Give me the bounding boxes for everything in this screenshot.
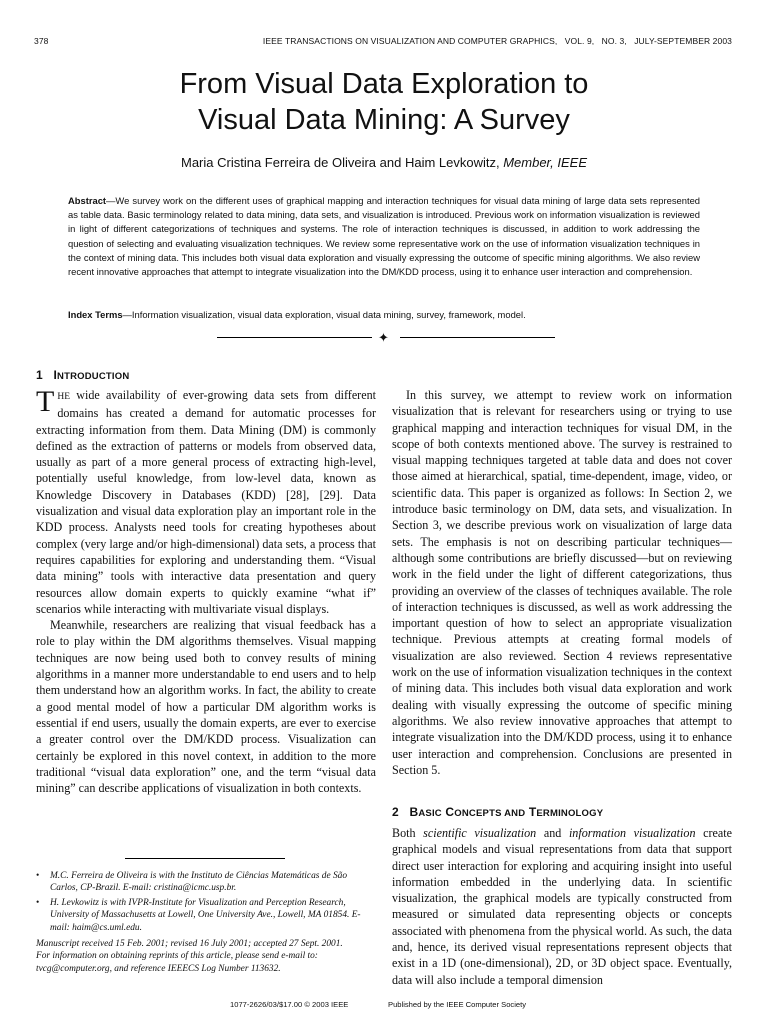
footnote-affiliation-2 (36, 897, 376, 934)
section-1-heading (36, 368, 129, 382)
section-2-and: and (536, 826, 569, 840)
author-names: Maria Cristina Ferreira de Oliveira and Haim Levkowitz, (180, 155, 504, 170)
footnote-affiliation-1 (36, 870, 376, 895)
divider-diamond-icon: ✦ (378, 330, 389, 345)
left-column-text (36, 387, 376, 796)
right-column-text (392, 387, 732, 778)
footnotes (36, 870, 376, 975)
section-1-title-rest: NTRODUCTION (57, 371, 130, 382)
drop-cap: T (36, 385, 55, 418)
publisher-footer: Published by the IEEE Computer Society (388, 1000, 527, 1009)
footnote-rule (125, 858, 285, 859)
copyright-footer: 1077-2626/03/$17.00 © 2003 IEEE (230, 1000, 349, 1009)
section-2-heading (392, 805, 603, 819)
intro-paragraph-2: Meanwhile, researchers are realizing that visual feedback has a role to play within the DM algorithms themselves. Visual mapping techniques are now being used both to convey results of mining algorithms in a manner more understandable to end users and to help them understand how an algorithm works. In fact, the ability to create a good mental model of how a particular DM algorithm works is essential if end users, usually the domain experts, are ever to exercise a greater control over the DM/KDD process. Visualization can certainly be explored in this novel context, in addition to the more traditional “visual data exploration” one, and the term “visual data mining” can describe applications of visualization in both contexts. (36, 618, 376, 796)
section-divider (217, 330, 555, 347)
section-1-title-initial: I (53, 368, 58, 382)
section-2-start: Both (392, 826, 424, 840)
section-2-initial-3: T (528, 805, 537, 819)
intro-paragraph-1-text: wide availability of ever-growing data sets from different domains has created a demand for automatic processes for extracting information from them. Data Mining (DM) is commonly defined as the extraction of patterns or models from observed data, usually as part of a more general process of extracting high-level, potentially useful knowledge, from low-level data, known as Knowledge Discovery in Databases (KDD) [28], [29]. Data visualization and visual data exploration play an important role in the KDD process. Analysts need tools for creating hypotheses about complex (very large and/or high-dimensional) data sets, a process that requires capabilities for exploring and understanding them. “Visual data mining” tools with interactive data presentation and query resources allow domain experts to quickly examine “what if” scenarios while interacting with multivariate visual displays. (36, 388, 376, 616)
abstract (68, 194, 700, 279)
page-number: 378 (34, 36, 49, 46)
manuscript-dates: Manuscript received 15 Feb. 2001; revised 16 July 2001; accepted 27 Sept. 2001. (36, 939, 343, 950)
index-terms-label: Index Terms (68, 309, 123, 320)
journal-header: IEEE TRANSACTIONS ON VISUALIZATION AND COMPUTER GRAPHICS, VOL. 9, NO. 3, JULY-SEPTEMBER 2003 (262, 36, 732, 46)
paper-title (0, 66, 768, 138)
abstract-label: Abstract (68, 195, 107, 206)
section-2-rest: create graphical models and visual representations from data that support direct user interaction for exploring and acquiring insight into useful information embedded in the underlying data. In scientific visualization, the graphical models are typically constructed from measured or simulated data representing objects or concepts associated with phenomena from the physical world. As such, the data and, hence, its derived visual representations represent objects that exist in a 1D (one-dimensional), 2D, or 3D object space. Eventually, data will also include a temporal dimension (392, 826, 732, 987)
index-terms (68, 308, 700, 322)
index-terms-text: —Information visualization, visual data exploration, visual data mining, survey, framework, model. (122, 309, 526, 320)
bullet-icon: • (36, 897, 40, 908)
section-2-initial-2: C (445, 805, 455, 819)
title-line-1: From Visual Data Exploration to (179, 68, 589, 100)
term-scientific-visualization: scientific visualization (423, 826, 537, 840)
section-2-word-2: ONCEPTS AND (454, 808, 526, 819)
footnote-affiliation-2-text: H. Levkowitz is with IVPR-Institute for Visualization and Perception Research, University of Massachusetts at Lowell, One University Ave., Lowell, MA 01854. E-mail: haim@cs.uml.edu. (50, 897, 361, 933)
section-2-initial-1: B (409, 805, 419, 819)
section-2-word-3: ERMINOLOGY (536, 808, 604, 819)
footnote-affiliation-1-text: M.C. Ferreira de Oliveira is with the Instituto de Ciências Matemáticas de São Carlos, CP-Brazil. E-mail: cristina@icmc.usp.br. (50, 871, 348, 894)
author-line (0, 155, 768, 170)
bullet-icon: • (36, 871, 40, 881)
title-line-2: Visual Data Mining: A Survey (198, 104, 570, 136)
section-2-text (392, 825, 732, 988)
intro-paragraph-3: In this survey, we attempt to review work on information visualization that is relevant for researchers using or trying to use graphical mapping and interaction techniques for visual DM, in the scope of both contexts mentioned above. The survey is restrained to visual mapping techniques targeted at table data and does not cover those aimed at hierarchical, spatial, time-dependent, image, video, or scientific data. This paper is organized as follows: In Section 2, we introduce basic terminology on DM, data sets, and visualization. In Section 3, we describe previous work on visualization of large data sets. The emphasis is not on describing particular techniques—although some contributions are briefly discussed—but on reviewing work in the field under the light of different categorizations, thus providing an overview of the classes of techniques available. The role of interaction techniques is discussed, as well as work addressing the important question of how to select an appropriate visualization technique. Previous attempts at creating formal models of visualization are also reviewed. Section 4 reviews representative work on the use of information visualization techniques in the context of mining data. This includes both visual data exploration and work dealing with visually expressing the outcome of specific mining algorithms. We also review innovative approaches that attempt to integrate visualization into the DM/KDD process, using it to enhance user interaction and comprehension. Conclusions are presented in Section 5. (392, 388, 732, 777)
reprint-info: For information on obtaining reprints of this article, please send e-mail to: tvcg@computer.org, and reference IEEECS Log Number 113632. (36, 951, 318, 974)
section-2-paragraph-1 (392, 825, 732, 988)
section-2-number: 2 (392, 805, 399, 819)
term-information-visualization: information visualization (568, 826, 696, 840)
abstract-text: —We survey work on the different uses of graphical mapping and interaction techniques for visual data mining of large data sets represented as table data. Basic terminology related to data mining, data sets, and visualization is introduced. Previous work on information visualization is reviewed in light of different categorizations of techniques and systems. The role of interaction techniques is discussed, in addition to work addressing the question of selecting and evaluating visualization techniques. We review some representative work on the use of information visualization techniques in the context of mining data. This includes both visual data exploration and visually expressing the outcome of specific mining algorithms. We also review recent innovative approaches that attempt to integrate visualization into the DM/KDD process, using it to enhance user interaction and comprehension. (68, 195, 700, 278)
intro-smallcap: HE (57, 392, 70, 402)
author-membership: Member, IEEE (503, 155, 588, 170)
section-2-word-1: ASIC (418, 808, 442, 819)
section-1-number: 1 (36, 368, 43, 382)
intro-paragraph-1 (36, 387, 376, 617)
